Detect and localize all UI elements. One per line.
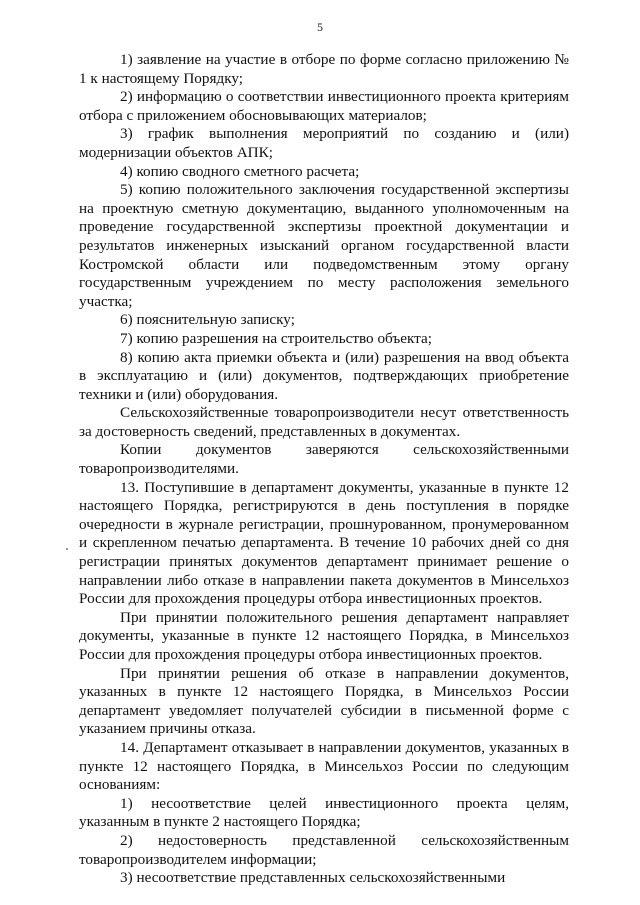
paragraph-responsibility: Сельскохозяйственные товаропроизводители несут ответственность за достоверность сведений, представленных в документах. <box>79 404 569 440</box>
page-number: 5 <box>317 20 323 34</box>
paragraph-positive-decision: При принятии положительного решения департамент направляет документы, указанные в пункте 12 настоящего Порядка, в Минсельхоз России для прохождения процедуры отбора инвестиционных проектов. <box>79 608 569 663</box>
paragraph-item-1: 1) заявление на участие в отборе по форме согласно приложению № 1 к настоящему Порядку; <box>79 51 569 87</box>
paragraph-item-3: 3) график выполнения мероприятий по созданию и (или) модернизации объектов АПК; <box>79 125 569 161</box>
paragraph-section-14: 14. Департамент отказывает в направлении документов, указанных в пункте 12 настоящего Порядка, в Минсельхоз России по следующим основаниям: <box>79 738 569 794</box>
scan-mark <box>66 548 68 550</box>
paragraph-item-2: 2) информацию о соответствии инвестиционного проекта критериям отбора с приложением обосновывающих материалов; <box>79 88 569 124</box>
paragraph-item-6: 6) пояснительную записку; <box>120 311 295 329</box>
paragraph-ground-1: 1) несоответствие целей инвестиционного проекта целям, указанным в пункте 2 настоящего Порядка; <box>79 794 569 831</box>
paragraph-copies: Копии документов заверяются сельскохозяйственными товаропроизводителями. <box>79 441 569 478</box>
paragraph-section-13: 13. Поступившие в департамент документы, указанные в пункте 12 настоящего Порядка, регистрируются в день поступления в порядке очередности в журнале регистрации, прошнурованном, пронумерованном и скрепленном печатью департамента. В течение 10 рабочих дней со дня регистрации принятых документов департамент принимает решение о направлении либо отказе в направлении пакета документов в Минсельхоз России для прохождения процедуры отбора инвестиционных проектов. <box>79 478 569 608</box>
paragraph-item-8: 8) копию акта приемки объекта и (или) разрешения на ввод объекта в эксплуатацию и (или) документов, подтверждающих приобретение техники и (или) оборудования. <box>79 348 569 403</box>
paragraph-item-5: 5) копию положительного заключения государственной экспертизы на проектную сметную документацию, выданного уполномоченным на проведение государственной экспертизы проектной документации и результатов инженерных изысканий органом государственной власти Костромской области или подведомственным этому органу государственным учреждением по месту расположения земельного участка; <box>79 181 569 310</box>
document-body <box>79 51 569 888</box>
paragraph-item-7: 7) копию разрешения на строительство объекта; <box>120 329 432 347</box>
paragraph-ground-3: 3) несоответствие представленных сельскохозяйственными <box>120 869 506 887</box>
paragraph-refusal-decision: При принятии решения об отказе в направлении документов, указанных в пункте 12 настоящего Порядка, в Минсельхоз России департамент уведомляет получателей субсидии в письменной форме с указанием причины отказа. <box>79 664 569 738</box>
paragraph-ground-2: 2) недостоверность представленной сельскохозяйственным товаропроизводителем информации; <box>79 831 569 868</box>
paragraph-item-4: 4) копию сводного сметного расчета; <box>120 162 360 180</box>
